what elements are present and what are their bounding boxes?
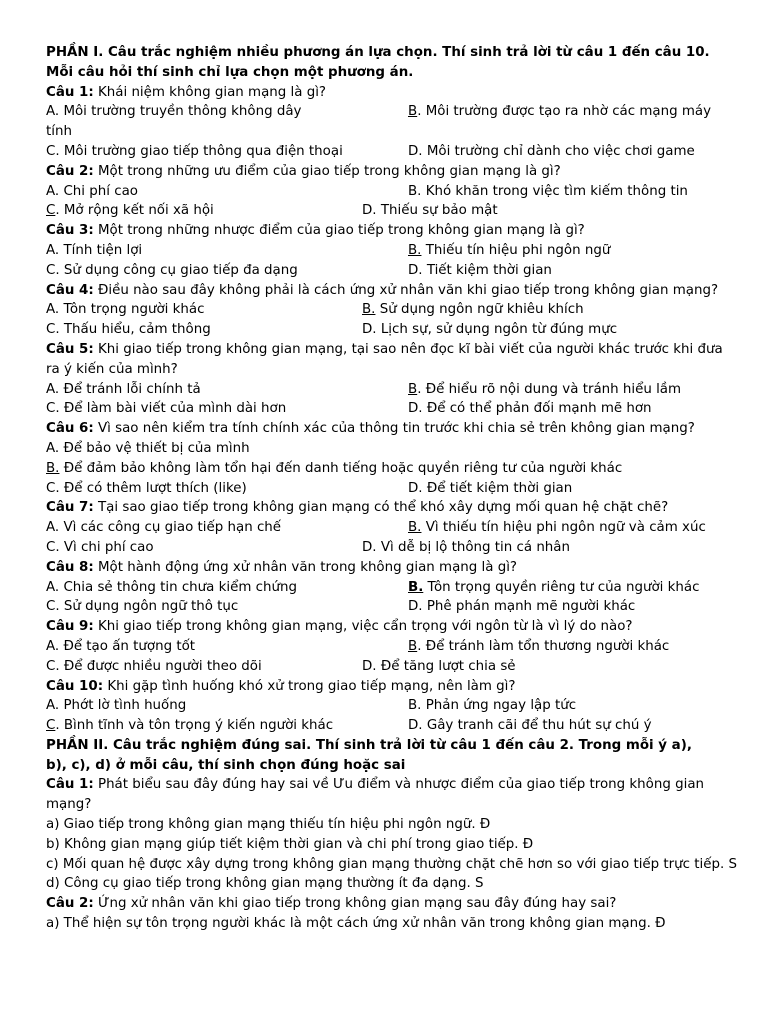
- question-label: Câu 6:: [46, 421, 94, 437]
- options-row: [46, 538, 738, 558]
- option-a: A. Chi phí cao: [46, 183, 138, 199]
- question-text: Một trong những nhược điểm của giao tiếp trong không gian mạng là gì?: [93, 223, 585, 239]
- statement-a: a) Thể hiện sự tôn trọng người khác là một cách ứng xử nhân văn trong không gian mạng. Đ: [46, 916, 666, 932]
- question-text: Khi giao tiếp trong không gian mạng, việc cẩn trọng với ngôn từ là vì lý do nào?: [93, 619, 633, 635]
- option-c: C. Sử dụng công cụ giao tiếp đa dạng: [46, 262, 298, 278]
- options-row: [46, 201, 738, 221]
- question-text: Khái niệm không gian mạng là gì?: [93, 84, 327, 100]
- options-row: [46, 300, 738, 320]
- question-4: [46, 281, 738, 301]
- option-b: B. Vì thiếu tín hiệu phi ngôn ngữ và cảm xúc: [408, 520, 706, 536]
- option-b: B. Phản ứng ngay lập tức: [408, 698, 577, 714]
- option-b: B. Sử dụng ngôn ngữ khiêu khích: [362, 302, 584, 318]
- question-text: Tại sao giao tiếp trong không gian mạng có thể khó xây dựng mối quan hệ chặt chẽ?: [93, 500, 669, 516]
- question-5: [46, 340, 738, 380]
- question-label: Câu 1:: [46, 777, 94, 793]
- options-row: [46, 241, 738, 261]
- option-d: D. Gây tranh cãi để thu hút sự chú ý: [408, 718, 652, 734]
- option-c: C. Vì chi phí cao: [46, 539, 154, 555]
- option-a: A. Để tạo ấn tượng tốt: [46, 638, 196, 654]
- part2-question-1: [46, 775, 738, 815]
- option-d: D. Để tiết kiệm thời gian: [408, 480, 573, 496]
- question-10: [46, 677, 738, 697]
- option-c: C. Để được nhiều người theo dõi: [46, 658, 262, 674]
- option-b: B. Tôn trọng quyền riêng tư của người khác: [408, 579, 700, 595]
- option-c: C. Mở rộng kết nối xã hội: [46, 203, 214, 219]
- part2-title: PHẦN II. Câu trắc nghiệm đúng sai. Thí sinh trả lời từ câu 1 đến câu 2. Trong mỗi ý a),: [46, 737, 692, 753]
- options-row: [46, 518, 738, 538]
- question-label: Câu 2:: [46, 163, 94, 179]
- options-row: [46, 380, 738, 400]
- option-c: C. Thấu hiểu, cảm thông: [46, 322, 211, 338]
- question-1: [46, 83, 738, 103]
- option-d: D. Để tăng lượt chia sẻ: [362, 658, 516, 674]
- option-c: C. Để có thêm lượt thích (like): [46, 480, 247, 496]
- option-b: B. Để hiểu rõ nội dung và tránh hiểu lầm: [408, 381, 682, 397]
- question-text: Vì sao nên kiểm tra tính chính xác của thông tin trước khi chia sẻ trên không gian mạng?: [93, 421, 695, 437]
- option-c: C. Bình tĩnh và tôn trọng ý kiến người khác: [46, 718, 334, 734]
- options-row: [46, 578, 738, 598]
- statement-a: a) Giao tiếp trong không gian mạng thiếu tín hiệu phi ngôn ngữ. Đ: [46, 817, 491, 833]
- question-label: Câu 2:: [46, 896, 94, 912]
- options-row: [46, 657, 738, 677]
- question-7: [46, 498, 738, 518]
- question-label: Câu 9:: [46, 619, 94, 635]
- option-b: B. Môi trường được tạo ra nhờ các mạng máy: [408, 104, 712, 120]
- option-d: D. Môi trường chỉ dành cho việc chơi game: [408, 143, 695, 159]
- options-row: [46, 261, 738, 281]
- option-b: B. Để đảm bảo không làm tổn hại đến danh tiếng hoặc quyền riêng tư của người khác: [46, 460, 623, 476]
- question-text: Phát biểu sau đây đúng hay sai về Ưu điểm và nhược điểm của giao tiếp trong không gian mạng?: [46, 777, 705, 813]
- options-row: [46, 399, 738, 419]
- option-b: B. Thiếu tín hiệu phi ngôn ngữ: [408, 242, 611, 258]
- question-label: Câu 4:: [46, 282, 94, 298]
- option-c: C. Môi trường giao tiếp thông qua điện thoại: [46, 143, 343, 159]
- option-a: A. Chia sẻ thông tin chưa kiểm chứng: [46, 579, 297, 595]
- question-label: Câu 10:: [46, 678, 104, 694]
- option-a: A. Vì các công cụ giao tiếp hạn chế: [46, 520, 282, 536]
- question-text: Một hành động ứng xử nhân văn trong không gian mạng là gì?: [93, 559, 518, 575]
- options-row: [46, 716, 738, 736]
- option-a: A. Tính tiện lợi: [46, 242, 143, 258]
- question-text: Ứng xử nhân văn khi giao tiếp trong không gian mạng sau đây đúng hay sai?: [93, 896, 617, 912]
- question-text: Một trong những ưu điểm của giao tiếp trong không gian mạng là gì?: [93, 163, 561, 179]
- statement-c: c) Mối quan hệ được xây dựng trong không gian mạng thường chặt chẽ hơn so với giao tiếp trực tiếp. S: [46, 856, 737, 872]
- option-d: D. Tiết kiệm thời gian: [408, 262, 552, 278]
- option-a: A. Để bảo vệ thiết bị của mình: [46, 440, 250, 456]
- part2-question-2: [46, 894, 738, 914]
- option-d: D. Lịch sự, sử dụng ngôn từ đúng mực: [362, 322, 618, 338]
- option-d: D. Để có thể phản đối mạnh mẽ hơn: [408, 401, 652, 417]
- options-row: [46, 182, 738, 202]
- question-label: Câu 1:: [46, 84, 94, 100]
- option-a: A. Tôn trọng người khác: [46, 302, 205, 318]
- options-row: [46, 479, 738, 499]
- question-text: Khi giao tiếp trong không gian mạng, tại sao nên đọc kĩ bài viết của người khác trước khi đưa ra ý kiến của mình?: [46, 341, 723, 377]
- option-a: A. Để tránh lỗi chính tả: [46, 381, 201, 397]
- statement-b: b) Không gian mạng giúp tiết kiệm thời gian và chi phí trong giao tiếp. Đ: [46, 836, 534, 852]
- part1-title: PHẦN I. Câu trắc nghiệm nhiều phương án lựa chọn. Thí sinh trả lời từ câu 1 đến câu 10.: [46, 45, 710, 60]
- question-label: Câu 5:: [46, 341, 94, 357]
- question-text: Điều nào sau đây không phải là cách ứng xử nhân văn khi giao tiếp trong không gian mạng?: [93, 282, 719, 298]
- options-row: [46, 696, 738, 716]
- option-d: D. Thiếu sự bảo mật: [362, 203, 498, 219]
- option-d: D. Vì dễ bị lộ thông tin cá nhân: [362, 539, 570, 555]
- part2-title-line2: b), c), d) ở mỗi câu, thí sinh chọn đúng hoặc sai: [46, 757, 406, 773]
- option-b-continued: tính: [46, 124, 72, 140]
- option-c: C. Để làm bài viết của mình dài hơn: [46, 401, 287, 417]
- option-a: A. Môi trường truyền thông không dây: [46, 104, 302, 120]
- options-row: [46, 597, 738, 617]
- question-2: [46, 162, 738, 182]
- question-6: [46, 419, 738, 439]
- option-c: C. Sử dụng ngôn ngữ thô tục: [46, 599, 239, 615]
- question-3: [46, 221, 738, 241]
- option-b: B. Để tránh làm tổn thương người khác: [408, 638, 670, 654]
- question-text: Khi gặp tình huống khó xử trong giao tiếp mạng, nên làm gì?: [103, 678, 516, 694]
- statement-d: d) Công cụ giao tiếp trong không gian mạng thường ít đa dạng. S: [46, 876, 484, 892]
- options-row: [46, 142, 738, 162]
- question-9: [46, 617, 738, 637]
- options-row: [46, 320, 738, 340]
- option-d: D. Phê phán mạnh mẽ người khác: [408, 599, 636, 615]
- question-8: [46, 558, 738, 578]
- part1-title-line2: Mỗi câu hỏi thí sinh chỉ lựa chọn một phương án.: [46, 64, 414, 80]
- options-row: [46, 102, 738, 122]
- question-label: Câu 3:: [46, 223, 94, 239]
- question-label: Câu 7:: [46, 500, 94, 516]
- option-b: B. Khó khăn trong việc tìm kiếm thông tin: [408, 183, 688, 199]
- question-label: Câu 8:: [46, 559, 94, 575]
- options-row: [46, 637, 738, 657]
- option-a: A. Phớt lờ tình huống: [46, 698, 187, 714]
